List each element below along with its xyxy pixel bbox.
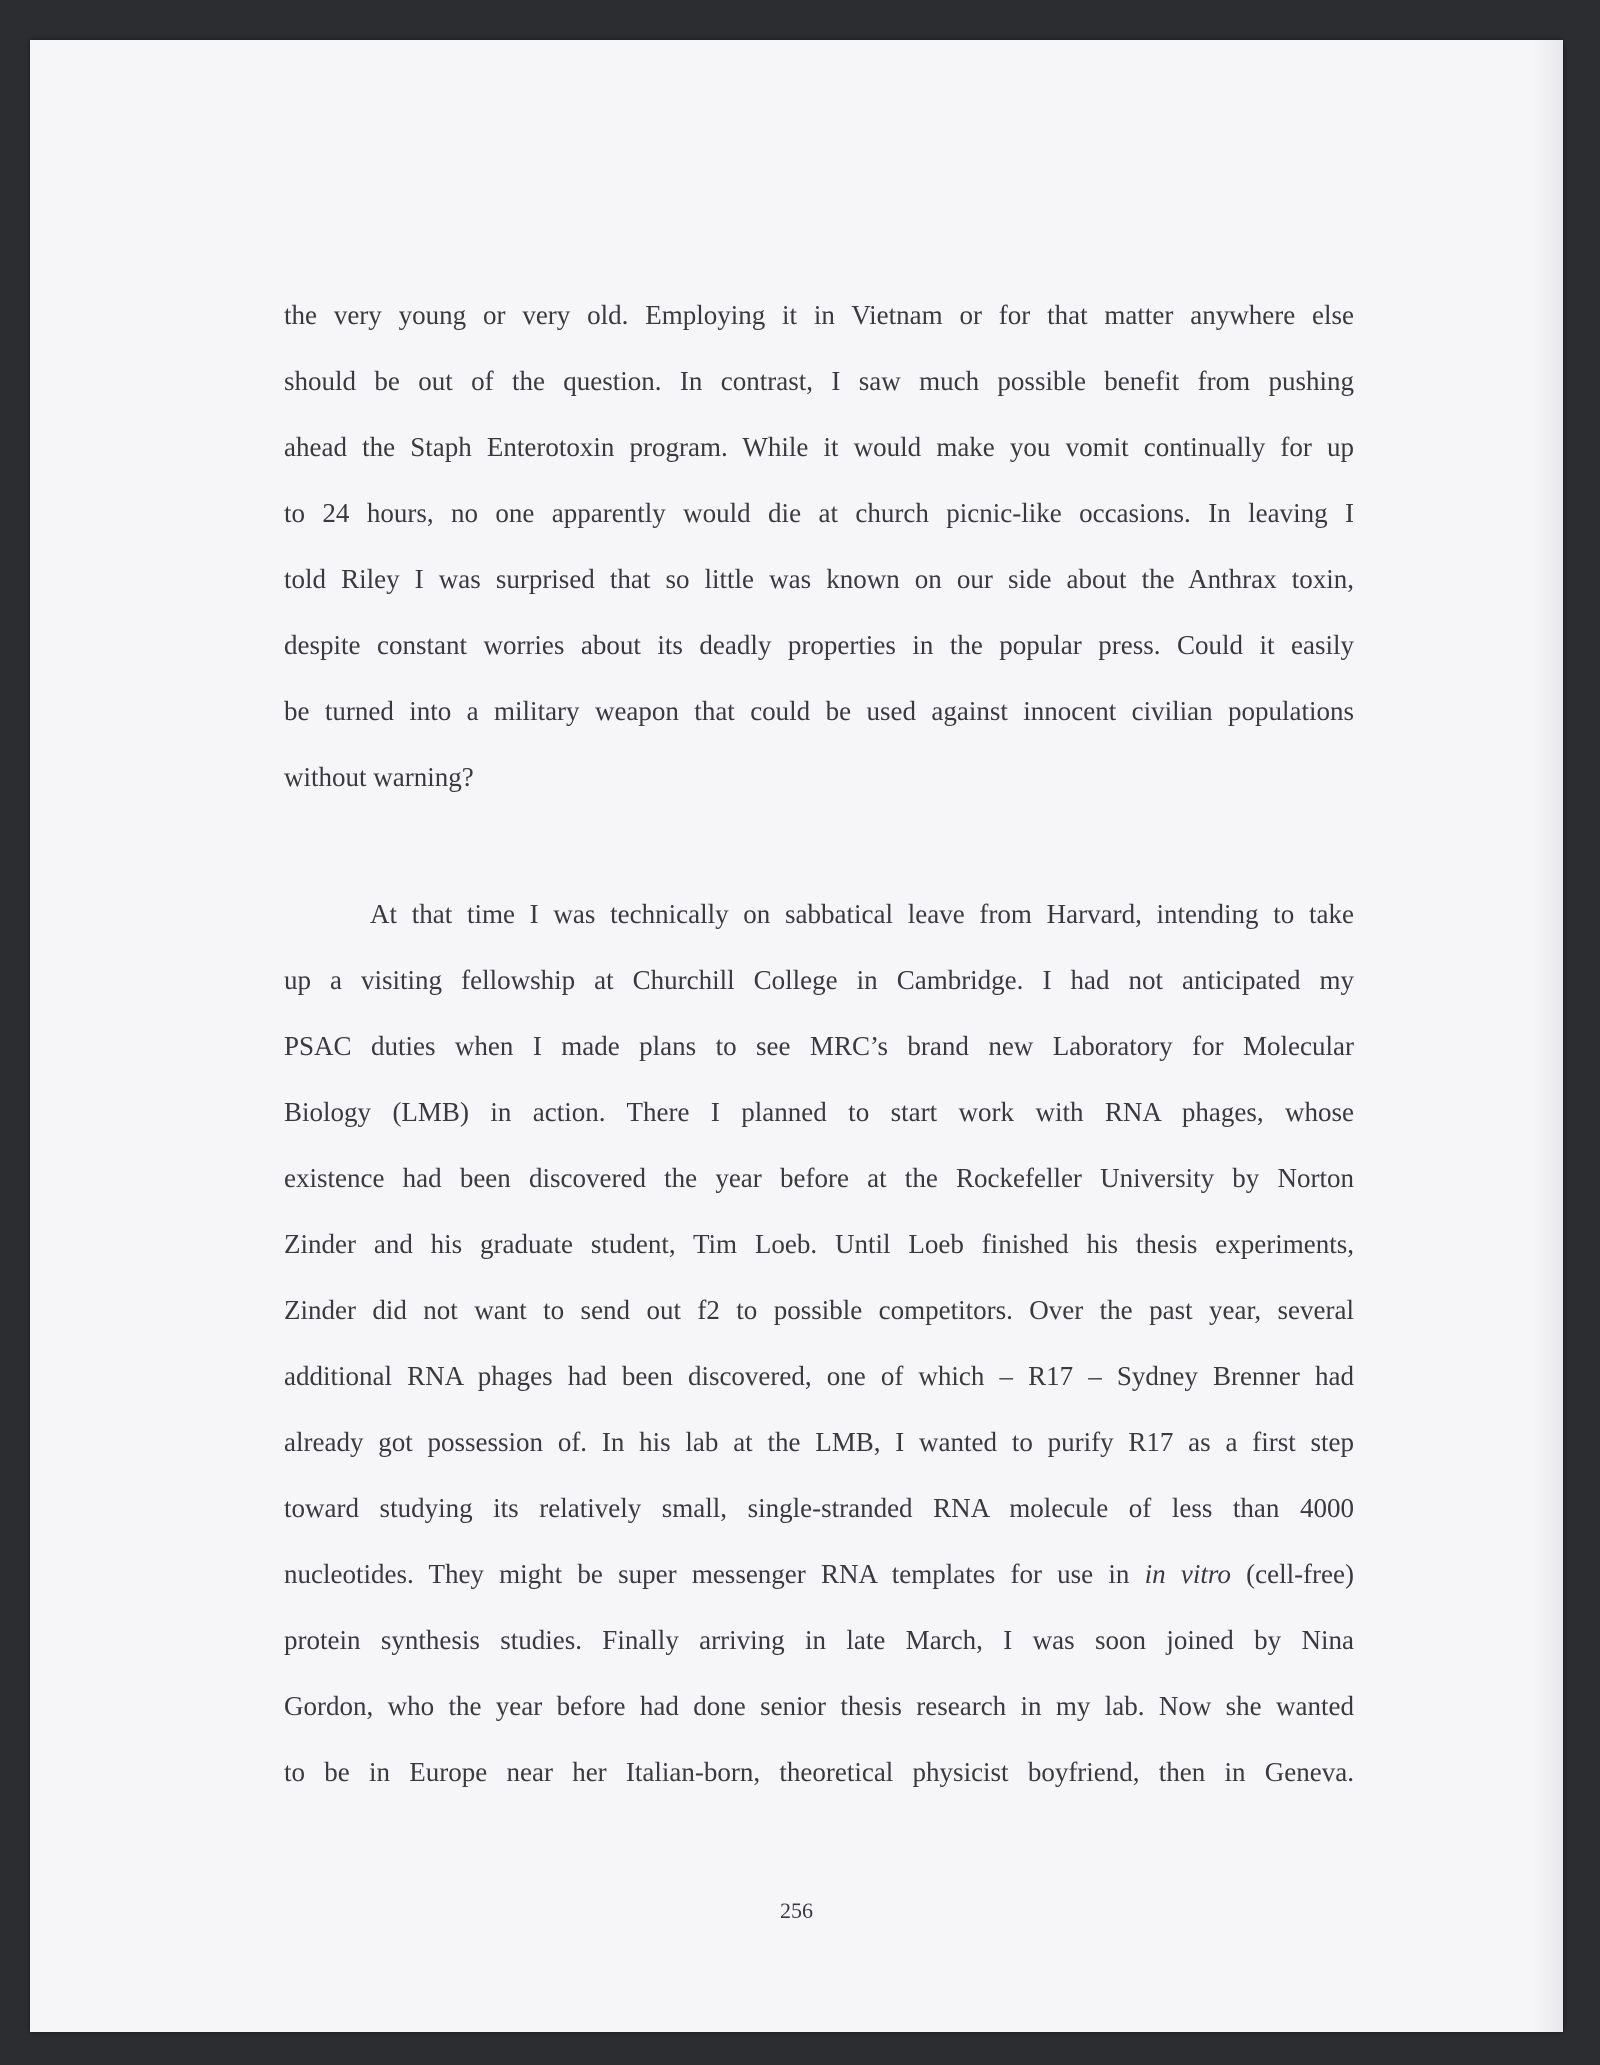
text-line: already got possession of. In his lab at the LMB, I wanted to purify R17 as a first step <box>284 1427 1354 1457</box>
text-run: nucleotides. They might be super messenger RNA templates for use in <box>284 1559 1145 1589</box>
text-line: existence had been discovered the year before at the Rockefeller University by Norton <box>284 1163 1354 1193</box>
text-line: additional RNA phages had been discovered, one of which – R17 – Sydney Brenner had <box>284 1361 1354 1391</box>
page-number: 256 <box>780 1898 813 1923</box>
document-page <box>30 40 1563 2032</box>
text-line: told Riley I was surprised that so little was known on our side about the Anthrax toxin, <box>284 564 1354 594</box>
paragraph <box>284 881 1354 1805</box>
text-line: up a visiting fellowship at Churchill College in Cambridge. I had not anticipated my <box>284 965 1354 995</box>
text-line: Zinder did not want to send out f2 to possible competitors. Over the past year, several <box>284 1295 1354 1325</box>
text-line: Gordon, who the year before had done senior thesis research in my lab. Now she wanted <box>284 1691 1354 1721</box>
italic-term: in vitro <box>1144 1559 1231 1589</box>
text-line: toward studying its relatively small, single-stranded RNA molecule of less than 4000 <box>284 1493 1354 1523</box>
text-line: should be out of the question. In contrast, I saw much possible benefit from pushing <box>284 366 1354 396</box>
text-line: protein synthesis studies. Finally arriving in late March, I was soon joined by Nina <box>284 1625 1354 1655</box>
text-line: without warning? <box>284 762 474 792</box>
text-line: to be in Europe near her Italian-born, theoretical physicist boyfriend, then in Geneva. <box>284 1757 1354 1787</box>
text-line: ahead the Staph Enterotoxin program. While it would make you vomit continually for up <box>284 432 1354 462</box>
text-line: to 24 hours, no one apparently would die at church picnic-like occasions. In leaving I <box>284 498 1354 528</box>
text-run: (cell-free) <box>1230 1559 1355 1589</box>
text-line: PSAC duties when I made plans to see MRC’s brand new Laboratory for Molecular <box>284 1031 1354 1061</box>
text-line: Zinder and his graduate student, Tim Loeb. Until Loeb finished his thesis experiments, <box>284 1229 1354 1259</box>
text-line <box>284 1541 1354 1607</box>
text-line: At that time I was technically on sabbatical leave from Harvard, intending to take <box>370 899 1354 929</box>
text-line: Biology (LMB) in action. There I planned to start work with RNA phages, whose <box>284 1097 1354 1127</box>
text-line: be turned into a military weapon that could be used against innocent civilian populations <box>284 696 1354 726</box>
text-line: the very young or very old. Employing it in Vietnam or for that matter anywhere else <box>284 300 1354 330</box>
text-line: despite constant worries about its deadly properties in the popular press. Could it easily <box>284 630 1354 660</box>
paragraph <box>284 282 1354 810</box>
